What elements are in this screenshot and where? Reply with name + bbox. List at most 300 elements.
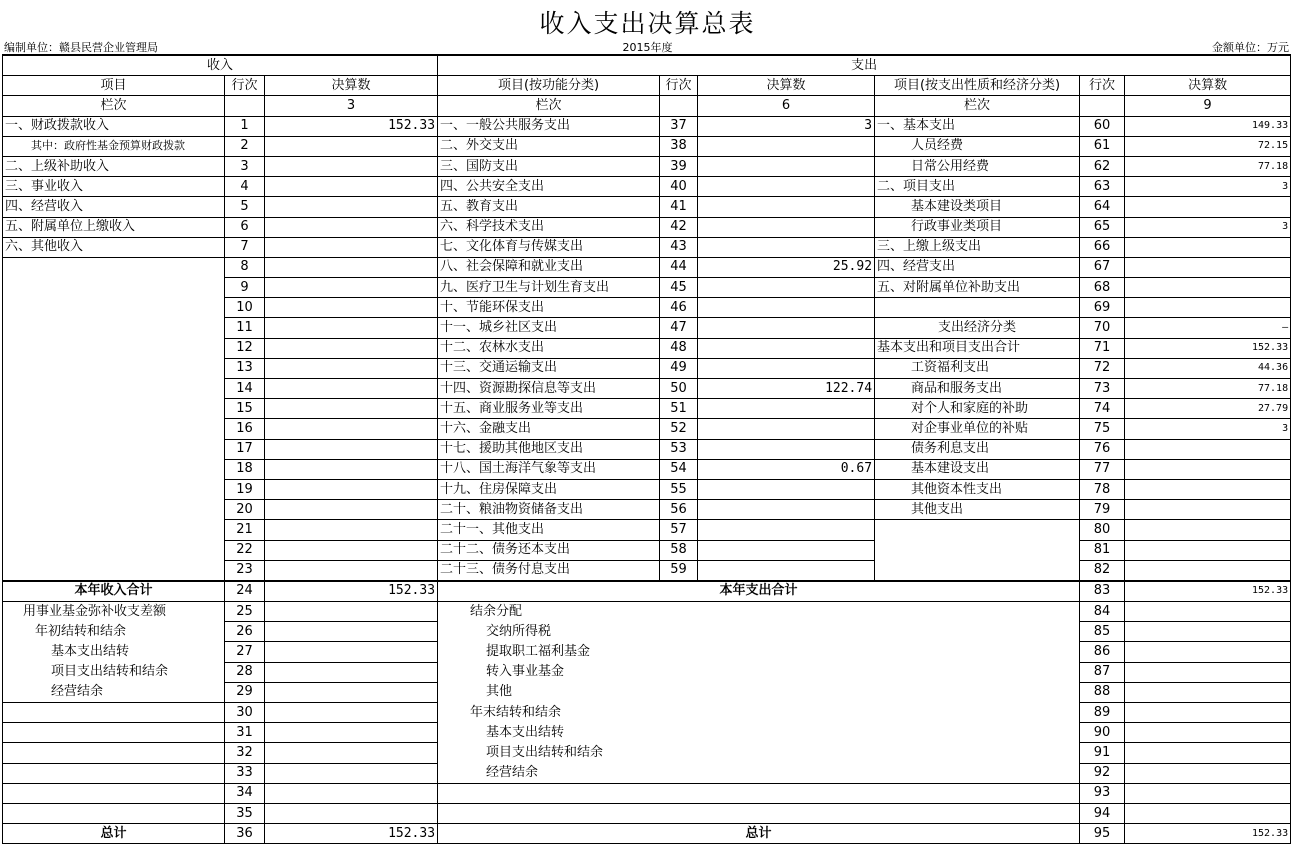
income-adjustment-item: 用事业基金弥补收支差额	[3, 602, 225, 622]
income-line-number: 5	[225, 197, 265, 217]
header-row-columns	[3, 76, 1291, 96]
income-item	[3, 479, 225, 499]
econ-amount	[1125, 459, 1291, 479]
func-amount	[698, 156, 875, 176]
econ-expense-item	[875, 560, 1080, 581]
income-item: 一、财政拨款收入	[3, 116, 225, 136]
table-row	[3, 177, 1291, 197]
econ-amount	[1125, 197, 1291, 217]
income-item	[3, 399, 225, 419]
report-title: 收入支出决算总表	[539, 9, 756, 38]
expense-adjustment-item: 交纳所得税	[438, 622, 1080, 642]
income-amount	[265, 763, 438, 783]
income-line-number: 23	[225, 560, 265, 581]
income-amount	[265, 177, 438, 197]
income-adjustment-item	[3, 743, 225, 763]
budget-final-accounts-table	[2, 54, 1291, 844]
econ-amount: 27.79	[1125, 399, 1291, 419]
reporting-unit: 编制单位：赣县民营企业管理局	[4, 41, 158, 54]
table-row	[3, 237, 1291, 257]
income-line-number: 14	[225, 379, 265, 399]
econ-column-index: 9	[1125, 96, 1291, 116]
income-amount	[265, 318, 438, 338]
func-line-number: 48	[660, 338, 698, 358]
income-line-number: 3	[225, 156, 265, 176]
expense-amount	[1125, 642, 1291, 662]
expense-amount	[1125, 723, 1291, 743]
econ-expense-item: 日常公用经费	[875, 156, 1080, 176]
table-row	[3, 217, 1291, 237]
econ-amount: 152.33	[1125, 338, 1291, 358]
econ-expense-item: 三、上缴上级支出	[875, 237, 1080, 257]
income-grand-total-amount: 152.33	[265, 824, 438, 844]
expense-adjustment-item: 年末结转和结余	[438, 703, 1080, 723]
func-expense-item: 十六、金融支出	[438, 419, 660, 439]
table-row	[3, 439, 1291, 459]
func-amount	[698, 278, 875, 298]
income-amount	[265, 419, 438, 439]
income-amount: 152.33	[265, 116, 438, 136]
func-line-number: 53	[660, 439, 698, 459]
income-line-number: 1	[225, 116, 265, 136]
func-amount	[698, 197, 875, 217]
income-line-number: 4	[225, 177, 265, 197]
income-amount	[265, 500, 438, 520]
income-line-number: 17	[225, 439, 265, 459]
income-section-header: 收入	[3, 55, 438, 76]
income-adjustment-item	[3, 763, 225, 783]
func-expense-item: 二十、粮油物资储备支出	[438, 500, 660, 520]
income-item: 其中：政府性基金预算财政拨款	[3, 136, 225, 156]
func-line-number: 52	[660, 419, 698, 439]
econ-line-number: 78	[1080, 479, 1125, 499]
expense-amount	[1125, 803, 1291, 823]
econ-line-number: 79	[1080, 500, 1125, 520]
income-line-number: 28	[225, 662, 265, 682]
table-row	[3, 257, 1291, 277]
income-total-label: 本年收入合计	[3, 581, 225, 602]
income-line-number: 16	[225, 419, 265, 439]
func-expense-item: 十、节能环保支出	[438, 298, 660, 318]
func-line-number: 59	[660, 560, 698, 581]
func-expense-item: 二、外交支出	[438, 136, 660, 156]
func-amount	[698, 136, 875, 156]
expense-line-number: 85	[1080, 622, 1125, 642]
econ-line-number: 82	[1080, 560, 1125, 581]
income-item-header: 项目	[3, 76, 225, 96]
func-amount	[698, 560, 875, 581]
table-row	[3, 116, 1291, 136]
func-amount: 25.92	[698, 257, 875, 277]
func-amount	[698, 419, 875, 439]
table-row	[3, 602, 1291, 622]
func-column-index: 6	[698, 96, 875, 116]
func-line-header: 行次	[660, 76, 698, 96]
empty-cell	[1080, 96, 1125, 116]
func-line-number: 57	[660, 520, 698, 540]
expense-line-number: 89	[1080, 703, 1125, 723]
income-item	[3, 298, 225, 318]
econ-line-number: 70	[1080, 318, 1125, 338]
income-amount	[265, 723, 438, 743]
income-amount	[265, 803, 438, 823]
expense-total-amount: 152.33	[1125, 581, 1291, 602]
income-amount	[265, 439, 438, 459]
expense-amount	[1125, 763, 1291, 783]
func-amount	[698, 318, 875, 338]
econ-expense-item: 其他资本性支出	[875, 479, 1080, 499]
income-line-number: 19	[225, 479, 265, 499]
income-amount	[265, 237, 438, 257]
income-line-header: 行次	[225, 76, 265, 96]
table-row	[3, 419, 1291, 439]
income-amount	[265, 399, 438, 419]
income-amount	[265, 622, 438, 642]
func-line-number: 41	[660, 197, 698, 217]
econ-amount	[1125, 237, 1291, 257]
econ-line-number: 75	[1080, 419, 1125, 439]
table-row	[3, 298, 1291, 318]
expense-amount	[1125, 622, 1291, 642]
income-line-number: 20	[225, 500, 265, 520]
income-amount	[265, 459, 438, 479]
func-line-number: 37	[660, 116, 698, 136]
expense-adjustment-item: 其他	[438, 682, 1080, 702]
table-row	[3, 197, 1291, 217]
func-amount	[698, 520, 875, 540]
econ-item-header: 项目(按支出性质和经济分类)	[875, 76, 1080, 96]
expense-line-number: 93	[1080, 783, 1125, 803]
func-expense-item: 一、一般公共服务支出	[438, 116, 660, 136]
econ-expense-item: 四、经营支出	[875, 257, 1080, 277]
income-line-number: 25	[225, 602, 265, 622]
econ-line-number: 60	[1080, 116, 1125, 136]
income-item	[3, 419, 225, 439]
income-amount	[265, 602, 438, 622]
econ-expense-item	[875, 520, 1080, 540]
income-item	[3, 439, 225, 459]
table-row	[3, 703, 1291, 723]
econ-amount: 77.18	[1125, 379, 1291, 399]
func-line-number: 43	[660, 237, 698, 257]
econ-line-number: 68	[1080, 278, 1125, 298]
func-line-number: 50	[660, 379, 698, 399]
income-line-number: 34	[225, 783, 265, 803]
table-row	[3, 459, 1291, 479]
income-adjustment-item: 项目支出结转和结余	[3, 662, 225, 682]
table-row	[3, 520, 1291, 540]
expense-line-number: 91	[1080, 743, 1125, 763]
econ-expense-item: 一、基本支出	[875, 116, 1080, 136]
econ-line-number: 66	[1080, 237, 1125, 257]
income-item	[3, 379, 225, 399]
income-amount	[265, 136, 438, 156]
income-line-number: 12	[225, 338, 265, 358]
expense-amount	[1125, 743, 1291, 763]
func-amount	[698, 399, 875, 419]
econ-amount	[1125, 278, 1291, 298]
econ-expense-item: 对个人和家庭的补助	[875, 399, 1080, 419]
expense-total-line: 83	[1080, 581, 1125, 602]
func-line-number: 45	[660, 278, 698, 298]
econ-line-number: 72	[1080, 358, 1125, 378]
income-amount	[265, 520, 438, 540]
expense-adjustment-item: 项目支出结转和结余	[438, 743, 1080, 763]
econ-line-number: 73	[1080, 379, 1125, 399]
table-row	[3, 338, 1291, 358]
income-line-number: 8	[225, 257, 265, 277]
income-amount	[265, 783, 438, 803]
income-amount	[265, 642, 438, 662]
func-amount: 122.74	[698, 379, 875, 399]
econ-line-number: 63	[1080, 177, 1125, 197]
func-line-number: 47	[660, 318, 698, 338]
table-row	[3, 278, 1291, 298]
func-expense-item: 十一、城乡社区支出	[438, 318, 660, 338]
econ-amount: 149.33	[1125, 116, 1291, 136]
income-line-number: 30	[225, 703, 265, 723]
table-row	[3, 642, 1291, 662]
income-amount	[265, 479, 438, 499]
income-line-number: 18	[225, 459, 265, 479]
func-line-number: 44	[660, 257, 698, 277]
econ-expense-item: 对企事业单位的补贴	[875, 419, 1080, 439]
func-line-number: 54	[660, 459, 698, 479]
income-line-number: 21	[225, 520, 265, 540]
table-row	[3, 540, 1291, 560]
income-amount	[265, 338, 438, 358]
annual-total-row	[3, 581, 1291, 602]
func-expense-item: 七、文化体育与传媒支出	[438, 237, 660, 257]
income-line-number: 2	[225, 136, 265, 156]
func-amount: 0.67	[698, 459, 875, 479]
income-line-number: 22	[225, 540, 265, 560]
table-row	[3, 763, 1291, 783]
expense-amount	[1125, 703, 1291, 723]
econ-line-number: 61	[1080, 136, 1125, 156]
func-expense-item: 九、医疗卫生与计划生育支出	[438, 278, 660, 298]
expense-section-header: 支出	[438, 55, 1291, 76]
income-column-index-label: 栏次	[3, 96, 225, 116]
econ-amount	[1125, 500, 1291, 520]
income-amount	[265, 560, 438, 581]
income-adjustment-item	[3, 723, 225, 743]
econ-expense-item: 基本建设支出	[875, 459, 1080, 479]
func-expense-item: 四、公共安全支出	[438, 177, 660, 197]
income-amount	[265, 662, 438, 682]
income-line-number: 7	[225, 237, 265, 257]
expense-adjustment-item: 提取职工福利基金	[438, 642, 1080, 662]
income-amount	[265, 379, 438, 399]
func-expense-item: 十三、交通运输支出	[438, 358, 660, 378]
expense-line-number: 88	[1080, 682, 1125, 702]
income-amount	[265, 298, 438, 318]
func-expense-item: 六、科学技术支出	[438, 217, 660, 237]
func-expense-item: 三、国防支出	[438, 156, 660, 176]
econ-expense-item: 其他支出	[875, 500, 1080, 520]
table-row	[3, 560, 1291, 581]
table-row	[3, 358, 1291, 378]
func-line-number: 49	[660, 358, 698, 378]
econ-amount: 3	[1125, 419, 1291, 439]
econ-line-number: 67	[1080, 257, 1125, 277]
income-item: 六、其他收入	[3, 237, 225, 257]
func-expense-item: 二十二、债务还本支出	[438, 540, 660, 560]
expense-line-number: 86	[1080, 642, 1125, 662]
func-expense-item: 八、社会保障和就业支出	[438, 257, 660, 277]
income-line-number: 10	[225, 298, 265, 318]
income-item	[3, 358, 225, 378]
income-amount	[265, 278, 438, 298]
amount-unit: 金额单位：万元	[1212, 41, 1289, 54]
expense-line-number: 84	[1080, 602, 1125, 622]
table-row	[3, 156, 1291, 176]
income-adjustment-item	[3, 783, 225, 803]
table-row	[3, 803, 1291, 823]
expense-grand-total-line: 95	[1080, 824, 1125, 844]
econ-expense-item	[875, 298, 1080, 318]
econ-expense-item: 二、项目支出	[875, 177, 1080, 197]
func-amount	[698, 500, 875, 520]
table-row	[3, 743, 1291, 763]
expense-line-number: 87	[1080, 662, 1125, 682]
income-item	[3, 540, 225, 560]
econ-expense-item: 工资福利支出	[875, 358, 1080, 378]
func-amount	[698, 338, 875, 358]
table-row	[3, 723, 1291, 743]
income-item	[3, 560, 225, 581]
report-year: 2015年度	[622, 41, 673, 54]
expense-adjustment-item: 经营结余	[438, 763, 1080, 783]
income-item	[3, 459, 225, 479]
econ-amount	[1125, 439, 1291, 459]
func-expense-item: 二十一、其他支出	[438, 520, 660, 540]
expense-line-number: 92	[1080, 763, 1125, 783]
econ-expense-item: 商品和服务支出	[875, 379, 1080, 399]
econ-line-number: 81	[1080, 540, 1125, 560]
income-item: 二、上级补助收入	[3, 156, 225, 176]
expense-adjustment-item: 转入事业基金	[438, 662, 1080, 682]
econ-amount	[1125, 479, 1291, 499]
income-amount	[265, 703, 438, 723]
income-column-index: 3	[265, 96, 438, 116]
econ-amount: —	[1125, 318, 1291, 338]
econ-line-number: 64	[1080, 197, 1125, 217]
func-amount	[698, 177, 875, 197]
table-row	[3, 622, 1291, 642]
econ-amount	[1125, 560, 1291, 581]
econ-line-number: 80	[1080, 520, 1125, 540]
func-line-number: 46	[660, 298, 698, 318]
func-expense-item: 十五、商业服务业等支出	[438, 399, 660, 419]
income-amount	[265, 257, 438, 277]
income-item	[3, 338, 225, 358]
income-line-number: 9	[225, 278, 265, 298]
func-expense-item: 五、教育支出	[438, 197, 660, 217]
grand-total-row	[3, 824, 1291, 844]
income-item	[3, 257, 225, 277]
econ-amount	[1125, 540, 1291, 560]
econ-expense-item: 债务利息支出	[875, 439, 1080, 459]
income-line-number: 6	[225, 217, 265, 237]
econ-amount: 77.18	[1125, 156, 1291, 176]
func-column-index-label: 栏次	[438, 96, 660, 116]
expense-adjustment-item	[438, 783, 1080, 803]
func-amount: 3	[698, 116, 875, 136]
income-line-number: 31	[225, 723, 265, 743]
expense-amount	[1125, 682, 1291, 702]
income-total-line: 24	[225, 581, 265, 602]
table-row	[3, 662, 1291, 682]
expense-amount	[1125, 783, 1291, 803]
econ-line-number: 69	[1080, 298, 1125, 318]
table-row	[3, 136, 1291, 156]
income-total-amount: 152.33	[265, 581, 438, 602]
econ-line-number: 71	[1080, 338, 1125, 358]
func-line-number: 40	[660, 177, 698, 197]
econ-amount	[1125, 298, 1291, 318]
income-line-number: 35	[225, 803, 265, 823]
expense-amount	[1125, 662, 1291, 682]
income-item: 三、事业收入	[3, 177, 225, 197]
func-amount	[698, 540, 875, 560]
expense-line-number: 94	[1080, 803, 1125, 823]
func-amount	[698, 358, 875, 378]
econ-expense-item: 行政事业类项目	[875, 217, 1080, 237]
income-line-number: 15	[225, 399, 265, 419]
econ-amount: 3	[1125, 177, 1291, 197]
expense-line-number: 90	[1080, 723, 1125, 743]
func-line-number: 39	[660, 156, 698, 176]
table-row	[3, 479, 1291, 499]
income-amount	[265, 217, 438, 237]
expense-total-label: 本年支出合计	[438, 581, 1080, 602]
empty-cell	[225, 96, 265, 116]
table-row	[3, 682, 1291, 702]
income-amount	[265, 197, 438, 217]
econ-column-index-label: 栏次	[875, 96, 1080, 116]
income-amount	[265, 743, 438, 763]
func-expense-item: 二十三、债务付息支出	[438, 560, 660, 581]
expense-adjustment-item: 结余分配	[438, 602, 1080, 622]
income-line-number: 32	[225, 743, 265, 763]
header-row-column-index	[3, 96, 1291, 116]
func-line-number: 38	[660, 136, 698, 156]
table-row	[3, 318, 1291, 338]
income-line-number: 11	[225, 318, 265, 338]
income-item	[3, 500, 225, 520]
income-line-number: 33	[225, 763, 265, 783]
income-item	[3, 520, 225, 540]
econ-line-number: 74	[1080, 399, 1125, 419]
func-line-number: 56	[660, 500, 698, 520]
econ-amount: 72.15	[1125, 136, 1291, 156]
func-line-number: 42	[660, 217, 698, 237]
income-grand-total-label: 总计	[3, 824, 225, 844]
income-adjustment-item	[3, 803, 225, 823]
income-amount	[265, 682, 438, 702]
func-amount	[698, 237, 875, 257]
econ-line-number: 65	[1080, 217, 1125, 237]
econ-line-number: 62	[1080, 156, 1125, 176]
table-row	[3, 783, 1291, 803]
econ-amount	[1125, 520, 1291, 540]
income-adjustment-item	[3, 703, 225, 723]
income-adjustment-item: 经营结余	[3, 682, 225, 702]
func-amount	[698, 217, 875, 237]
income-adjustment-item: 年初结转和结余	[3, 622, 225, 642]
header-row-section	[3, 55, 1291, 76]
